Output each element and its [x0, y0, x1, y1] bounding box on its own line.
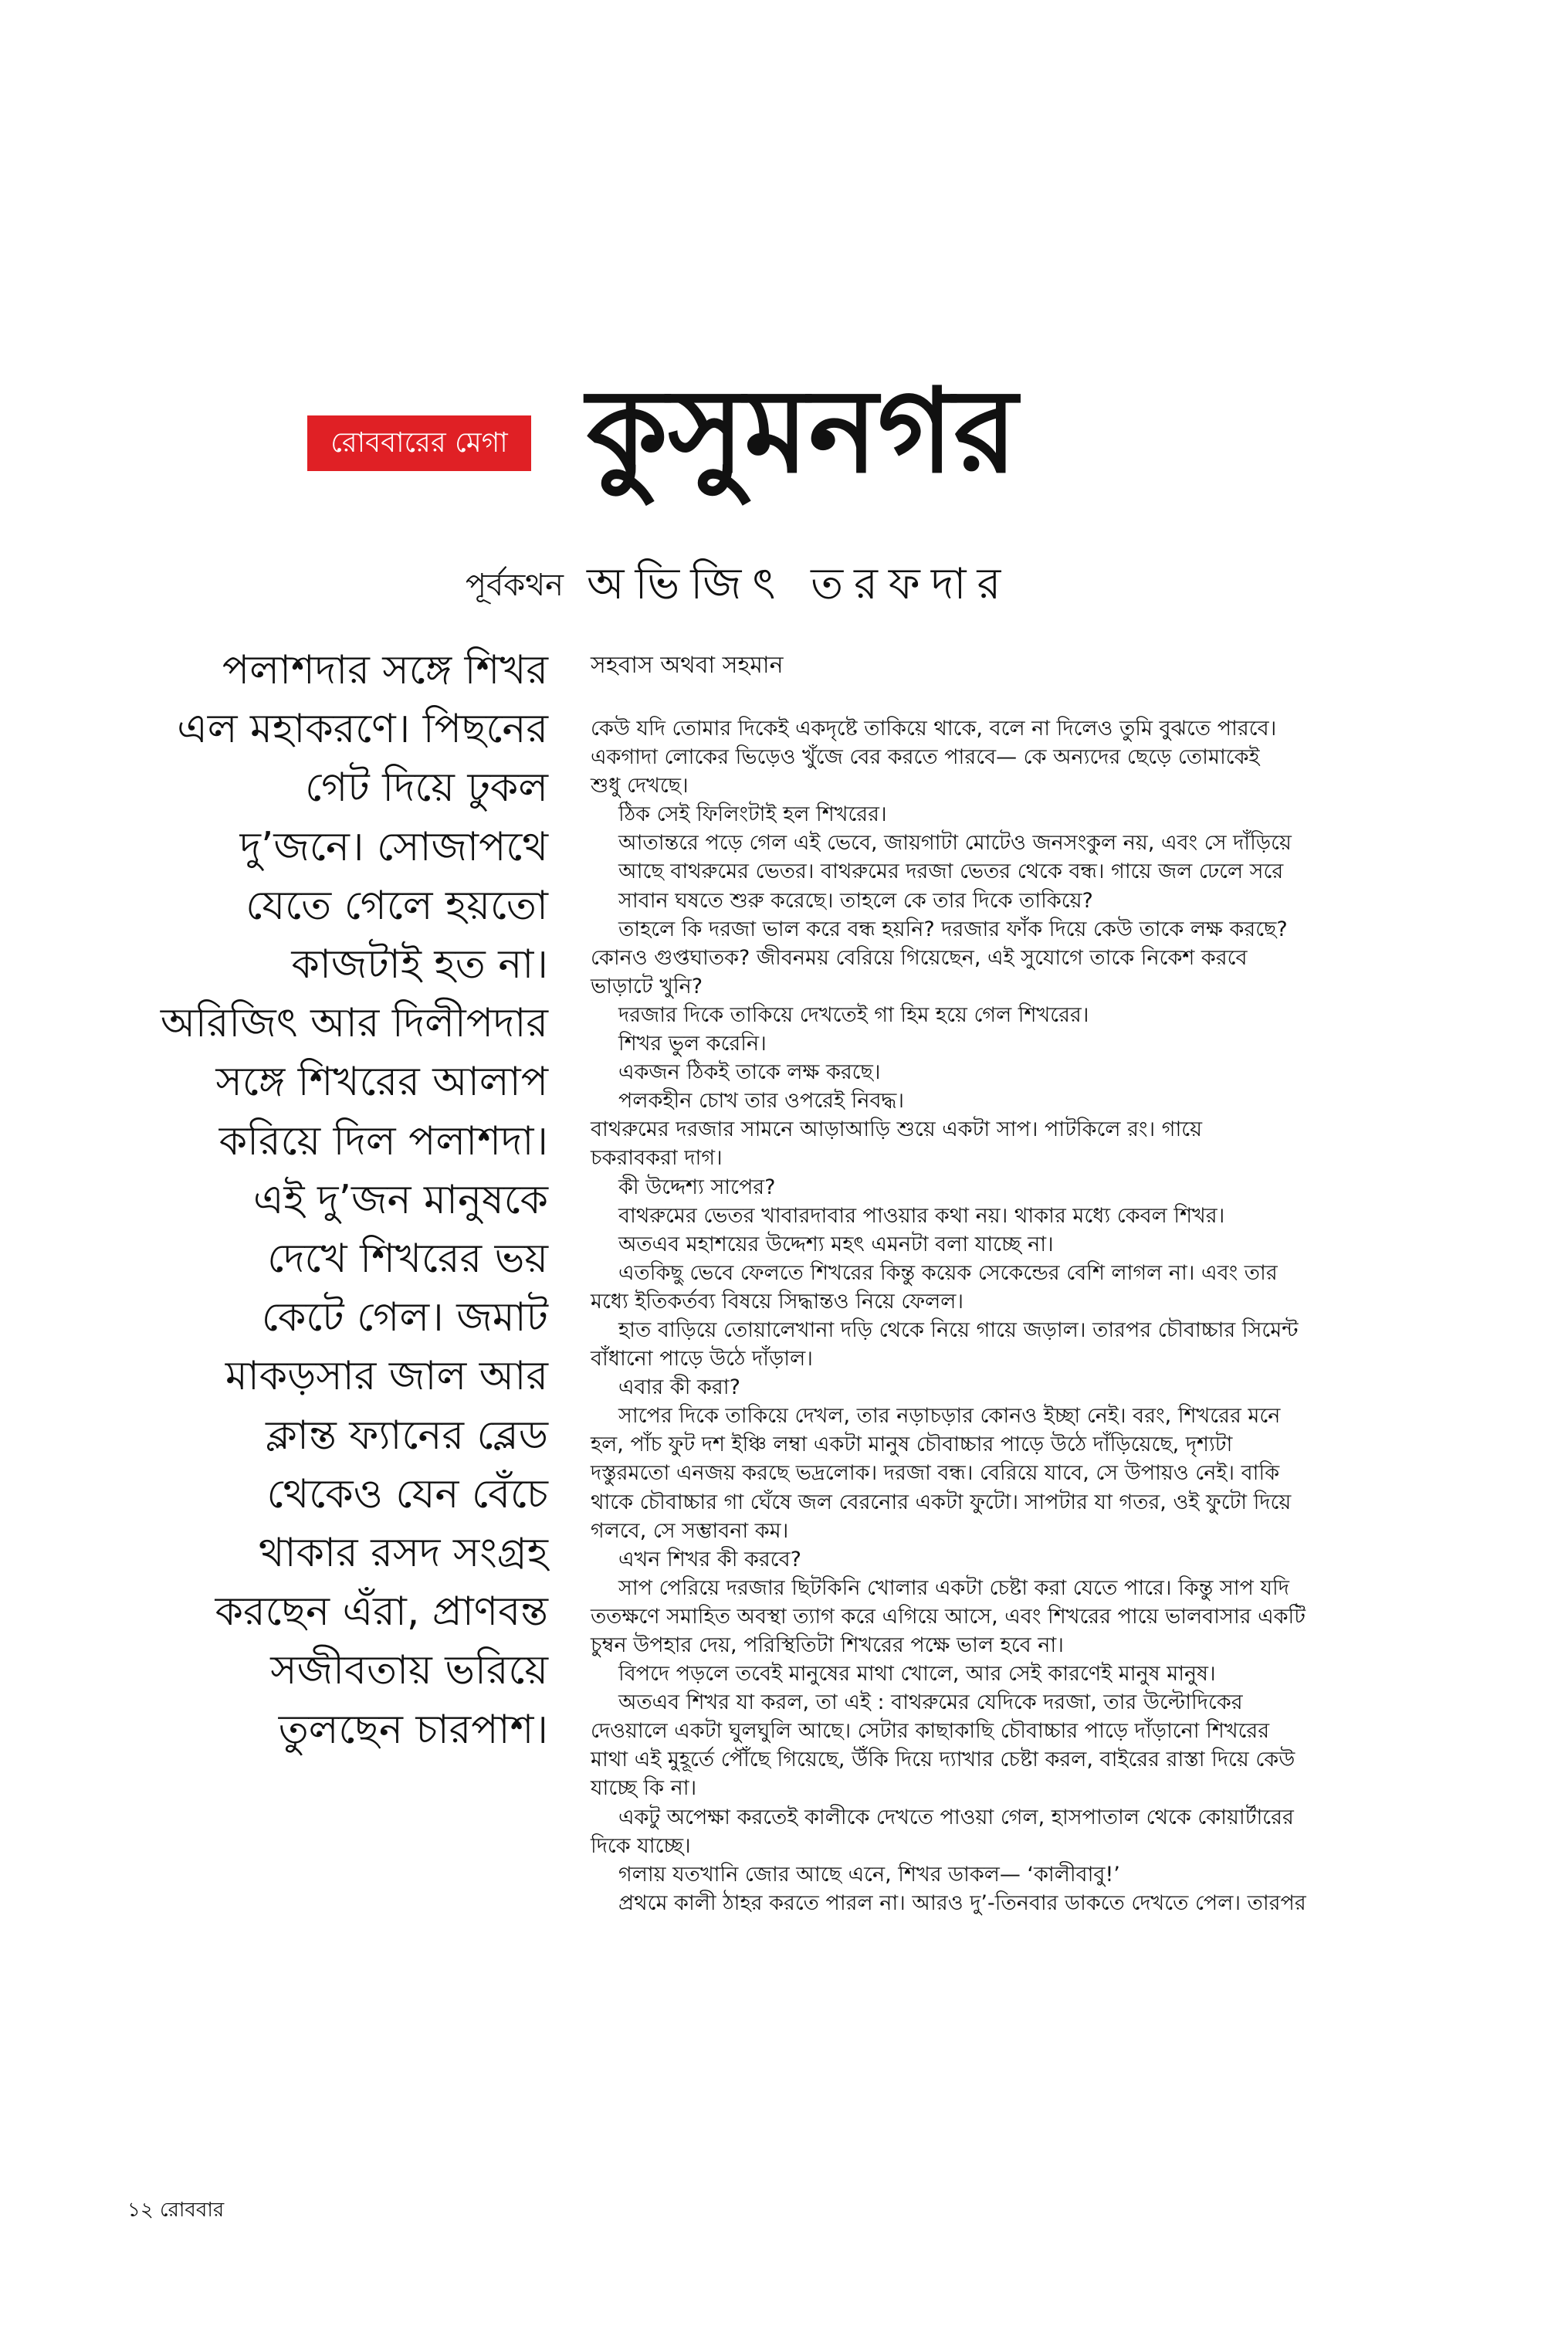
pull-quote-line: কাজটাই হত না। — [291, 941, 548, 988]
story-title: কুসুমনগর — [587, 363, 1018, 499]
body-line: সাপের দিকে তাকিয়ে দেখল, তার নড়াচড়ার কোনও ইচ্ছা নেই। বরং, শিখরের মনে — [618, 1404, 1281, 1429]
body-line: দরজার দিকে তাকিয়ে দেখতেই গা হিম হয়ে গেল শিখরের। — [618, 1002, 1089, 1027]
body-line: আছে বাথরুমের ভেতর। বাথরুমের দরজা ভেতর থেকে বন্ধ। গায়ে জল ঢেলে সরে — [618, 860, 1284, 884]
pull-quote-line: যেতে গেলে হয়তো — [246, 882, 548, 929]
body-line: ভাড়াটে খুনি? — [591, 974, 703, 999]
pull-quote-line: এল মহাকরণে। পিছনের — [177, 706, 548, 753]
pull-quote-line: থেকেও যেন বেঁচে — [266, 1470, 548, 1517]
pull-quote-line: তুলছেন চারপাশ। — [278, 1706, 548, 1753]
pull-quote-line: গেট দিয়ে ঢুকল — [305, 765, 548, 812]
pull-quote-line: এই দু’জন মানুষকে — [252, 1176, 548, 1223]
body-line: গলবে, সে সম্ভাবনা কম। — [591, 1518, 789, 1543]
body-line: বিপদে পড়লে তবেই মানুষের মাথা খোলে, আর সেই কারণেই মানুষ মানুষ। — [618, 1662, 1216, 1687]
body-line: দিকে যাচ্ছে। — [591, 1833, 691, 1858]
body-line: বাথরুমের ভেতর খাবারদাবার পাওয়ার কথা নয়। থাকার মধ্যে কেবল শিখর। — [618, 1203, 1225, 1228]
pull-quote — [116, 641, 548, 1759]
byline-label: পূর্বকথন — [465, 568, 564, 603]
body-line: কোনও গুপ্তঘাতক? জীবনময় বেরিয়ে গিয়েছেন, এই সুযোগে তাকে নিকেশ করবে — [591, 945, 1248, 970]
body-line: অতএব শিখর যা করল, তা এই : বাথরুমের যেদিকে দরজা, তার উল্টোদিকের — [618, 1690, 1243, 1715]
body-line: বাঁধানো পাড়ে উঠে দাঁড়াল। — [591, 1347, 813, 1372]
pull-quote-line: করছেন এঁরা, প্রাণবন্ত — [215, 1589, 548, 1636]
body-line: এতকিছু ভেবে ফেলতে শিখরের কিন্তু কয়েক সেকেন্ডের বেশি লাগল না। এবং তার — [618, 1260, 1278, 1285]
body-line: একজন ঠিকই তাকে লক্ষ করছে। — [618, 1060, 881, 1085]
pull-quote-line: থাকার রসদ সংগ্রহ — [258, 1530, 548, 1577]
pull-quote-line: পলাশদার সঙ্গে শিখর — [222, 647, 548, 693]
page-folio: ১২ রোববার — [127, 2199, 225, 2222]
body-line: তাহলে কি দরজা ভাল করে বন্ধ হয়নি? দরজার ফাঁক দিয়ে কেউ তাকে লক্ষ করছে? — [618, 917, 1288, 941]
pull-quote-line: দেখে শিখরের ভয় — [267, 1236, 548, 1283]
body-line: চকরাবকরা দাগ। — [591, 1146, 723, 1171]
pull-quote-line: ক্লান্ত ফ্যানের ব্লেড — [266, 1412, 548, 1459]
body-line: শিখর ভুল করেনি। — [618, 1032, 767, 1056]
pull-quote-line: সজীবতায় ভরিয়ে — [270, 1647, 548, 1694]
body-line: শুধু দেখছে। — [591, 774, 689, 799]
body-line: একটু অপেক্ষা করতেই কালীকে দেখতে পাওয়া গেল, হাসপাতাল থেকে কোয়ার্টারের — [618, 1805, 1294, 1829]
body-line: এখন শিখর কী করবে? — [618, 1547, 801, 1572]
body-line: বাথরুমের দরজার সামনে আড়াআড়ি শুয়ে একটা সাপ। পাটকিলে রং। গায়ে — [591, 1117, 1203, 1142]
body-line: পলকহীন চোখ তার ওপরেই নিবদ্ধ। — [618, 1089, 904, 1114]
story-body — [591, 714, 1440, 1917]
body-line: একগাদা লোকের ভিড়েও খুঁজে বের করতে পারবে— কে অন্যদের ছেড়ে তোমাকেই — [591, 745, 1260, 770]
body-line: দেওয়ালে একটা ঘুলঘুলি আছে। সেটার কাছাকাছি চৌবাচ্চার পাড়ে দাঁড়ানো শিখরের — [591, 1719, 1270, 1744]
body-line: ঠিক সেই ফিলিংটাই হল শিখরের। — [618, 802, 887, 827]
pull-quote-line: সঙ্গে শিখরের আলাপ — [215, 1059, 548, 1106]
body-line: গলায় যতখানি জোর আছে এনে, শিখর ডাকল— ‘কালীবাবু!’ — [618, 1862, 1120, 1887]
body-line: কেউ যদি তোমার দিকেই একদৃষ্টে তাকিয়ে থাকে, বলে না দিলেও তুমি বুঝতে পারবে। — [591, 717, 1277, 741]
body-line: যাচ্ছে কি না। — [591, 1776, 697, 1801]
byline-author: অভিজিৎ তরফদার — [587, 559, 1012, 609]
body-line: সাবান ঘষতে শুরু করেছে। তাহলে কে তার দিকে তাকিয়ে? — [618, 888, 1093, 913]
body-line: হাত বাড়িয়ে তোয়ালেখানা দড়ি থেকে নিয়ে গায়ে জড়াল। তারপর চৌবাচ্চার সিমেন্ট — [618, 1317, 1299, 1342]
body-line: কী উদ্দেশ্য সাপের? — [618, 1175, 776, 1199]
body-line: সাপ পেরিয়ে দরজার ছিটকিনি খোলার একটা চেষ্টা করা যেতে পারে। কিন্তু সাপ যদি — [618, 1575, 1289, 1600]
body-line: চুম্বন উপহার দেয়, পরিস্থিতিটা শিখরের পক্ষে ভাল হবে না। — [591, 1633, 1064, 1657]
pull-quote-line: করিয়ে দিল পলাশদা। — [218, 1117, 548, 1165]
body-line: মাথা এই মুহূর্তে পৌঁছে গিয়েছে, উঁকি দিয়ে দ্যাখার চেষ্টা করল, বাইরের রাস্তা দিয়ে কেউ — [591, 1748, 1295, 1772]
series-label: রোববারের মেগা — [307, 415, 531, 471]
body-line: দস্তুরমতো এনজয় করছে ভদ্রলোক। দরজা বন্ধ। বেরিয়ে যাবে, সে উপায়ও নেই। বাকি — [591, 1461, 1280, 1486]
pull-quote-line: দু’জনে। সোজাপথে — [239, 823, 548, 870]
body-line: মধ্যে ইতিকর্তব্য বিষয়ে সিদ্ধান্তও নিয়ে ফেলল। — [591, 1289, 963, 1314]
body-line: আতান্তরে পড়ে গেল এই ভেবে, জায়গাটা মোটেও জনসংকুল নয়, এবং সে দাঁড়িয়ে — [618, 831, 1292, 856]
body-line: ততক্ষণে সমাহিত অবস্থা ত্যাগ করে এগিয়ে আসে, এবং শিখরের পায়ে ভালবাসার একটি — [591, 1604, 1306, 1629]
pull-quote-line: কেটে গেল। জমাট — [261, 1294, 548, 1341]
pull-quote-line: অরিজিৎ আর দিলীপদার — [160, 1000, 548, 1047]
section-heading: সহবাস অথবা সহমান — [591, 652, 784, 679]
pull-quote-line: মাকড়সার জাল আর — [225, 1353, 548, 1400]
body-line: থাকে চৌবাচ্চার গা ঘেঁষে জল বেরনোর একটা ফুটো। সাপটার যা গতর, ওই ফুটো দিয়ে — [591, 1490, 1292, 1514]
body-line: এবার কী করা? — [618, 1375, 740, 1400]
body-line: হল, পাঁচ ফুট দশ ইঞ্চি লম্বা একটা মানুষ চৌবাচ্চার পাড়ে উঠে দাঁড়িয়েছে, দৃশ্যটা — [591, 1433, 1233, 1457]
body-line: প্রথমে কালী ঠাহর করতে পারল না। আরও দু’-তিনবার ডাকতে দেখতে পেল। তারপর — [618, 1890, 1306, 1915]
body-line: অতএব মহাশয়ের উদ্দেশ্য মহৎ এমনটা বলা যাচ্ছে না। — [618, 1232, 1054, 1256]
